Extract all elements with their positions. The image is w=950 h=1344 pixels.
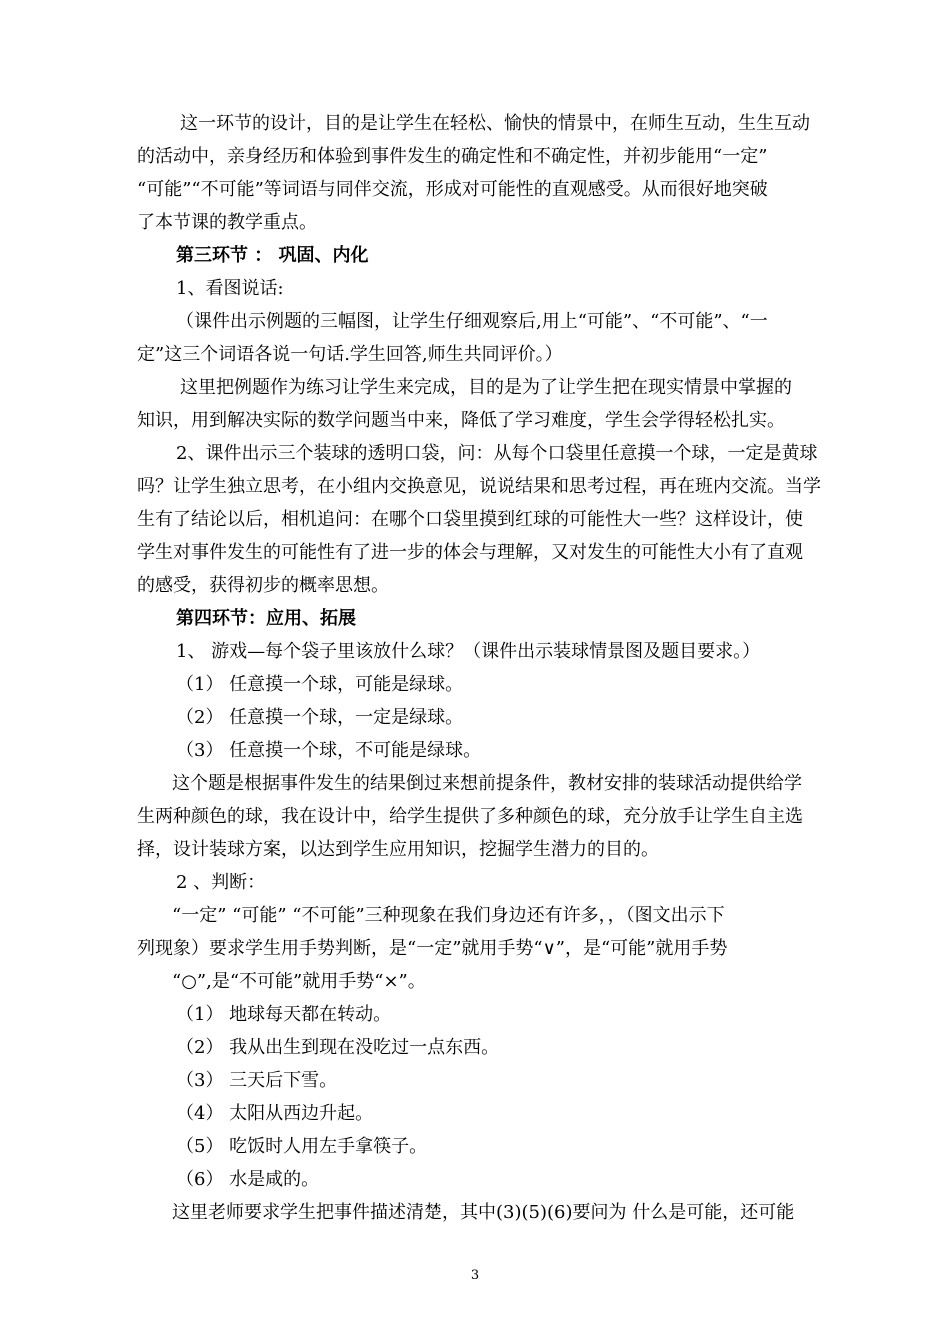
paragraph-line: 的感受，获得初步的概率思想。 (137, 575, 389, 596)
list-item: （1） 地球每天都在转动。 (176, 1004, 392, 1025)
paragraph-line: “可能”“不可能”等词语与同伴交流，形成对可能性的直观感受。从而很好地突破 (137, 179, 768, 200)
paragraph-line: “○”,是“不可能”就用手势“×”。 (172, 971, 426, 992)
page-number: 3 (470, 1268, 480, 1283)
paragraph-line: 列现象）要求学生用手势判断，是“一定”就用手势“∨”，是“可能”就用手势 (137, 938, 728, 959)
paragraph-line: 生有了结论以后，相机追问：在哪个口袋里摸到红球的可能性大一些？这样设计，使 (137, 509, 803, 530)
paragraph-line: 这个题是根据事件发生的结果倒过来想前提条件，教材安排的装球活动提供给学 (172, 773, 802, 794)
list-item: （6） 水是咸的。 (176, 1169, 320, 1190)
list-item: （5） 吃饭时人用左手拿筷子。 (176, 1136, 428, 1157)
paragraph-line: 择，设计装球方案，以达到学生应用知识，挖掘学生潜力的目的。 (137, 839, 659, 860)
paragraph-line: 生两种颜色的球，我在设计中，给学生提供了多种颜色的球，充分放手让学生自主选 (137, 806, 803, 827)
list-item: （1） 任意摸一个球，可能是绿球。 (176, 674, 464, 695)
paragraph-line: 定”这三个词语各说一句话.学生回答,师生共同评价。） (137, 344, 563, 365)
paragraph-line: 2、课件出示三个装球的透明口袋，问：从每个口袋里任意摸一个球，一定是黄球 (176, 443, 818, 464)
section-heading: 第四环节：应用、拓展 (176, 608, 356, 629)
list-item: （2） 我从出生到现在没吃过一点东西。 (176, 1037, 500, 1058)
paragraph-line: 的活动中，亲身经历和体验到事件发生的确定性和不确定性，并初步能用“一定” (137, 146, 768, 167)
list-item: （2） 任意摸一个球，一定是绿球。 (176, 707, 464, 728)
paragraph-line: 学生对事件发生的可能性有了进一步的体会与理解，又对发生的可能性大小有了直观 (137, 542, 803, 563)
section-heading: 第三环节 ： 巩固、内化 (176, 245, 369, 266)
list-item: （3） 任意摸一个球，不可能是绿球。 (176, 740, 482, 761)
paragraph-line: 这里把例题作为练习让学生来完成，目的是为了让学生把在现实情景中掌握的 (180, 377, 792, 398)
paragraph-line: 这一环节的设计，目的是让学生在轻松、愉快的情景中，在师生互动，生生互动 (180, 113, 810, 134)
paragraph-line: 2 、判断： (176, 872, 266, 893)
list-item: （3） 三天后下雪。 (176, 1070, 338, 1091)
paragraph-line: （课件出示例题的三幅图，让学生仔细观察后,用上“可能”、“不可能”、“一 (176, 311, 768, 332)
paragraph-line: 1、看图说话: (176, 278, 284, 299)
paragraph-line: “一定” “可能” “不可能”三种现象在我们身边还有许多，，（图文出示下 (172, 905, 725, 926)
paragraph-line: 吗？让学生独立思考，在小组内交换意见，说说结果和思考过程，再在班内交流。当学 (137, 476, 821, 497)
paragraph-line: 1、 游戏—每个袋子里该放什么球？（课件出示装球情景图及题目要求。） (176, 641, 761, 662)
list-item: （4） 太阳从西边升起。 (176, 1103, 374, 1124)
paragraph-line: 了本节课的教学重点。 (137, 212, 317, 233)
paragraph-line: 知识，用到解决实际的数学问题当中来，降低了学习难度，学生会学得轻松扎实。 (137, 410, 785, 431)
paragraph-line: 这里老师要求学生把事件描述清楚，其中(3)(5)(6)要问为 什么是可能，还可能 (172, 1202, 795, 1223)
